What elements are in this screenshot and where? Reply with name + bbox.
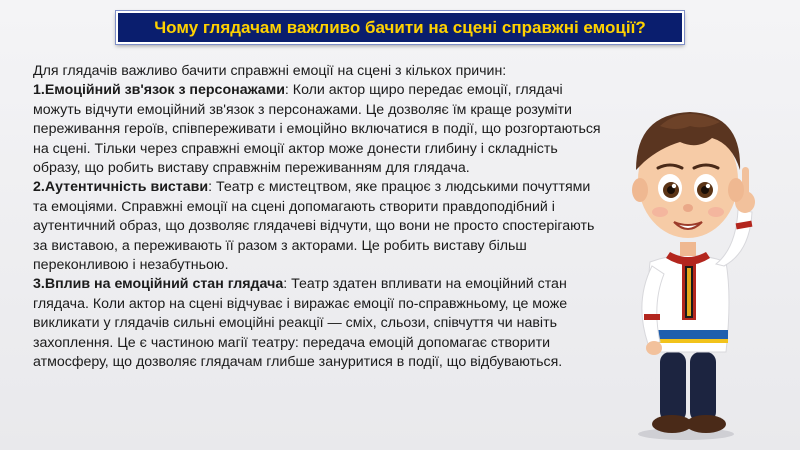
content-text: [33, 62, 603, 373]
boy-character-illustration: [600, 52, 770, 442]
title-banner: [116, 11, 684, 44]
point-3: [33, 275, 603, 372]
point-3-heading: 3.Вплив на емоційний стан глядача: [33, 276, 284, 293]
point-1-text: : Коли актор щиро передає емоції, глядачі можуть відчути емоційний зв'язок з персонажами. Це дозволяє їм краще розуміти переживання героїв, співпереживати і емоційно включатися в події, що розгортаються на сцені. Тільки через справжні емоції актор може донести глибину і складність образу, що робить виставу справжнім переживанням для глядача.: [33, 82, 601, 177]
point-2-heading: 2.Аутентичність вистави: [33, 179, 209, 196]
point-2-text: : Театр є мистецтвом, яке працює з людськими почуттями та емоціями. Справжні емоції на сцені допомагають створити правдоподібний і аутентичний образ, що дозволяє глядачеві відчути, що вони не просто спостерігають за виставою, а переживають її разом з акторами. Це робить виставу більш переконливою і незабутньою.: [33, 179, 595, 274]
slide-title: Чому глядачам важливо бачити на сцені справжні емоції?: [154, 17, 646, 37]
point-1: [33, 81, 603, 178]
point-3-text: : Театр здатен впливати на емоційний стан глядача. Коли актор на сцені відчуває і виражає емоції по-справжньому, це може викликати у глядачів сильні емоційні реакції — сміх, сльози, співчуття чи навіть захоплення. Це є частиною магії театру: передача емоцій допомагає створити атмосферу, що дозволяє глядачам глибше зануритися в події, що відбуваються.: [33, 276, 568, 371]
point-2: [33, 178, 603, 275]
point-1-heading: 1.Емоційний зв'язок з персонажами: [33, 82, 285, 99]
intro-line: Для глядачів важливо бачити справжні емоції на сцені з кількох причин:: [33, 63, 507, 79]
